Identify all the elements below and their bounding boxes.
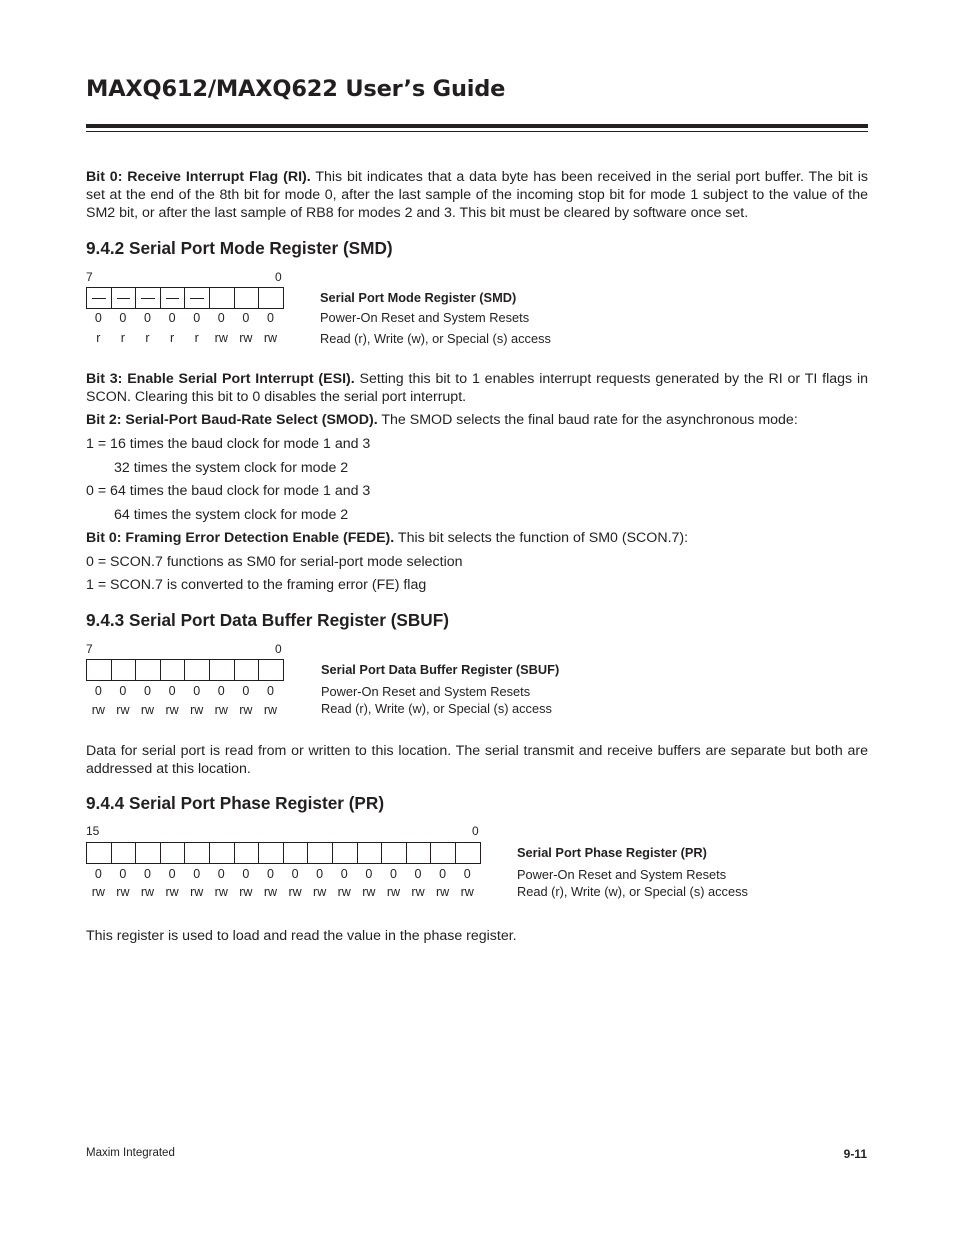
reset-value: 0 xyxy=(365,867,373,881)
register-bit-cell xyxy=(430,842,456,864)
reset-value: 0 xyxy=(94,684,102,698)
access-type: rw xyxy=(116,885,130,899)
pr-bit-high: 15 xyxy=(86,824,100,838)
register-bit-cell xyxy=(307,842,333,864)
reset-value: 0 xyxy=(266,311,274,325)
footer-company: Maxim Integrated xyxy=(86,1147,175,1159)
access-type: rw xyxy=(239,703,253,717)
access-type: rw xyxy=(140,703,155,717)
register-bit-cell xyxy=(111,842,137,864)
access-type: r xyxy=(169,331,175,345)
access-type: rw xyxy=(165,703,179,717)
pr-bit-low: 0 xyxy=(472,824,479,838)
smod-option-line: 32 times the system clock for mode 2 xyxy=(114,460,349,476)
access-type: r xyxy=(145,331,150,345)
reset-value: 0 xyxy=(242,867,250,881)
register-bit-cell xyxy=(258,659,284,681)
register-bit-cell xyxy=(86,659,112,681)
reset-value: 0 xyxy=(340,867,348,881)
reset-value: 0 xyxy=(242,684,250,698)
register-bit-cell xyxy=(357,842,383,864)
pr-caption-reset: Power-On Reset and System Resets xyxy=(517,867,727,882)
access-type: rw xyxy=(263,703,278,717)
register-bit-cell xyxy=(135,842,161,864)
access-type: rw xyxy=(337,885,351,899)
header-rule-thick xyxy=(86,124,868,128)
unused-bit-dash xyxy=(166,298,180,299)
access-type: rw xyxy=(165,885,179,899)
smd-heading: 9.4.2 Serial Port Mode Register (SMD) xyxy=(86,238,393,258)
register-bit-cell xyxy=(258,287,284,309)
access-type: rw xyxy=(190,703,204,717)
access-type: rw xyxy=(91,885,105,899)
smd-register-grid xyxy=(86,287,284,309)
pr-caption-access: Read (r), Write (w), or Special (s) access xyxy=(517,884,748,899)
access-type: r xyxy=(120,331,125,345)
access-type: rw xyxy=(386,885,401,899)
register-bit-cell xyxy=(234,659,260,681)
access-type: rw xyxy=(263,885,278,899)
access-type: rw xyxy=(140,885,155,899)
sbuf-caption-title: Serial Port Data Buffer Register (SBUF) xyxy=(321,662,560,677)
register-bit-cell xyxy=(160,842,186,864)
pr-caption-title: Serial Port Phase Register (PR) xyxy=(517,845,707,860)
sbuf-caption-access: Read (r), Write (w), or Special (s) access xyxy=(321,701,552,716)
access-type: rw xyxy=(411,885,425,899)
pr-register-grid xyxy=(86,842,481,864)
register-bit-cell xyxy=(258,842,284,864)
ri-text: This bit indicates that a data byte has been received in the serial port buffer. The bit is set at the end of the 8th bit for mode 0, after the last sample of the incoming stop bit for mode 1 subject to the value of the SM2 bit, or after the last sample of RB8 for modes 2 and 3. This bit must be cleared by software once set. xyxy=(86,169,868,221)
sbuf-register-grid xyxy=(86,659,284,681)
access-type: rw xyxy=(288,885,302,899)
reset-value: 0 xyxy=(144,684,151,698)
page-title: MAXQ612/MAXQ622 User’s Guide xyxy=(86,76,506,102)
fede-option-line: 1 = SCON.7 is converted to the framing error (FE) flag xyxy=(86,577,427,593)
smod-paragraph xyxy=(86,411,868,429)
sbuf-access-row xyxy=(86,703,283,717)
footer-page-number: 9-11 xyxy=(843,1147,867,1161)
reset-value: 0 xyxy=(463,867,471,881)
register-bit-cell xyxy=(209,842,235,864)
register-bit-cell xyxy=(381,842,407,864)
reset-value: 0 xyxy=(168,684,176,698)
smd-reset-values xyxy=(86,311,283,325)
register-bit-cell xyxy=(135,659,161,681)
reset-value: 0 xyxy=(94,867,102,881)
esi-text: Setting this bit to 1 enables interrupt requests generated by the RI or TI flags in SCON. Clearing this bit to 0 disables the serial port interrupt. xyxy=(86,371,868,405)
register-bit-cell xyxy=(184,842,210,864)
sbuf-reset-values xyxy=(86,684,283,698)
access-type: rw xyxy=(239,331,253,345)
access-type: r xyxy=(96,331,101,345)
access-type: r xyxy=(194,331,199,345)
reset-value: 0 xyxy=(266,684,274,698)
register-bit-cell xyxy=(184,287,210,309)
register-bit-cell xyxy=(86,287,112,309)
sbuf-bit-high: 7 xyxy=(86,642,93,656)
smod-option-line: 1 = 16 times the baud clock for mode 1 and 3 xyxy=(86,436,371,452)
sbuf-heading: 9.4.3 Serial Port Data Buffer Register (SBUF) xyxy=(86,610,449,630)
smod-option-line: 0 = 64 times the baud clock for mode 1 and 3 xyxy=(86,483,371,499)
header-rule-thin xyxy=(86,131,868,132)
pr-access-row xyxy=(86,885,480,899)
fede-text: This bit selects the function of SM0 (SCON.7): xyxy=(394,530,689,546)
reset-value: 0 xyxy=(217,867,225,881)
smd-bit-low: 0 xyxy=(275,270,282,284)
unused-bit-dash xyxy=(141,298,155,299)
pr-reset-values xyxy=(86,867,480,881)
unused-bit-dash xyxy=(190,298,204,299)
register-bit-cell xyxy=(234,842,260,864)
register-bit-cell xyxy=(283,842,309,864)
reset-value: 0 xyxy=(193,867,201,881)
register-bit-cell xyxy=(135,287,161,309)
reset-value: 0 xyxy=(414,867,422,881)
sbuf-caption-reset: Power-On Reset and System Resets xyxy=(321,684,531,699)
register-bit-cell xyxy=(234,287,260,309)
access-type: rw xyxy=(263,331,278,345)
register-bit-cell xyxy=(111,287,137,309)
reset-value: 0 xyxy=(119,311,127,325)
register-bit-cell xyxy=(184,659,210,681)
access-type: rw xyxy=(116,703,130,717)
esi-paragraph xyxy=(86,370,868,406)
register-bit-cell xyxy=(209,659,235,681)
register-bit-cell xyxy=(406,842,432,864)
smod-option-line: 64 times the system clock for mode 2 xyxy=(114,507,349,523)
reset-value: 0 xyxy=(119,684,127,698)
sbuf-bit-low: 0 xyxy=(275,642,282,656)
smd-caption-access: Read (r), Write (w), or Special (s) access xyxy=(320,331,551,346)
reset-value: 0 xyxy=(439,867,447,881)
reset-value: 0 xyxy=(168,311,176,325)
fede-label: Bit 0: Framing Error Detection Enable (FEDE). xyxy=(86,530,395,546)
register-bit-cell xyxy=(160,287,186,309)
fede-option-line: 0 = SCON.7 functions as SM0 for serial-port mode selection xyxy=(86,554,463,570)
register-bit-cell xyxy=(160,659,186,681)
reset-value: 0 xyxy=(94,311,102,325)
smd-caption-title: Serial Port Mode Register (SMD) xyxy=(320,290,517,305)
access-type: rw xyxy=(91,703,105,717)
reset-value: 0 xyxy=(193,311,201,325)
reset-value: 0 xyxy=(119,867,127,881)
register-bit-cell xyxy=(209,287,235,309)
reset-value: 0 xyxy=(266,867,274,881)
reset-value: 0 xyxy=(168,867,176,881)
register-bit-cell xyxy=(86,842,112,864)
pr-heading: 9.4.4 Serial Port Phase Register (PR) xyxy=(86,793,385,813)
smd-access-row xyxy=(86,331,283,345)
reset-value: 0 xyxy=(389,867,397,881)
unused-bit-dash xyxy=(117,298,131,299)
esi-label: Bit 3: Enable Serial Port Interrupt (ESI). xyxy=(86,371,355,387)
register-bit-cell xyxy=(455,842,481,864)
fede-paragraph xyxy=(86,529,868,547)
access-type: rw xyxy=(239,885,253,899)
access-type: rw xyxy=(313,885,327,899)
reset-value: 0 xyxy=(291,867,299,881)
register-bit-cell xyxy=(111,659,137,681)
access-type: rw xyxy=(362,885,376,899)
access-type: rw xyxy=(436,885,450,899)
access-type: rw xyxy=(190,885,204,899)
pr-description: This register is used to load and read the value in the phase register. xyxy=(86,928,517,944)
smd-bit-high: 7 xyxy=(86,270,93,284)
unused-bit-dash xyxy=(92,298,106,299)
reset-value: 0 xyxy=(217,684,225,698)
sbuf-description: Data for serial port is read from or written to this location. The serial transmit and receive buffers are separate but both are addressed at this location. xyxy=(86,743,868,777)
reset-value: 0 xyxy=(217,311,225,325)
smd-caption-reset: Power-On Reset and System Resets xyxy=(320,310,530,325)
reset-value: 0 xyxy=(144,867,151,881)
ri-paragraph xyxy=(86,168,868,222)
access-type: rw xyxy=(460,885,474,899)
reset-value: 0 xyxy=(144,311,151,325)
smod-label: Bit 2: Serial-Port Baud-Rate Select (SMOD). xyxy=(86,412,378,428)
access-type: rw xyxy=(214,331,228,345)
smod-text: The SMOD selects the final baud rate for the asynchronous mode: xyxy=(377,412,798,428)
access-type: rw xyxy=(214,703,228,717)
access-type: rw xyxy=(214,885,228,899)
ri-label: Bit 0: Receive Interrupt Flag (RI). xyxy=(86,169,311,185)
reset-value: 0 xyxy=(316,867,324,881)
reset-value: 0 xyxy=(242,311,250,325)
register-bit-cell xyxy=(332,842,358,864)
reset-value: 0 xyxy=(193,684,201,698)
